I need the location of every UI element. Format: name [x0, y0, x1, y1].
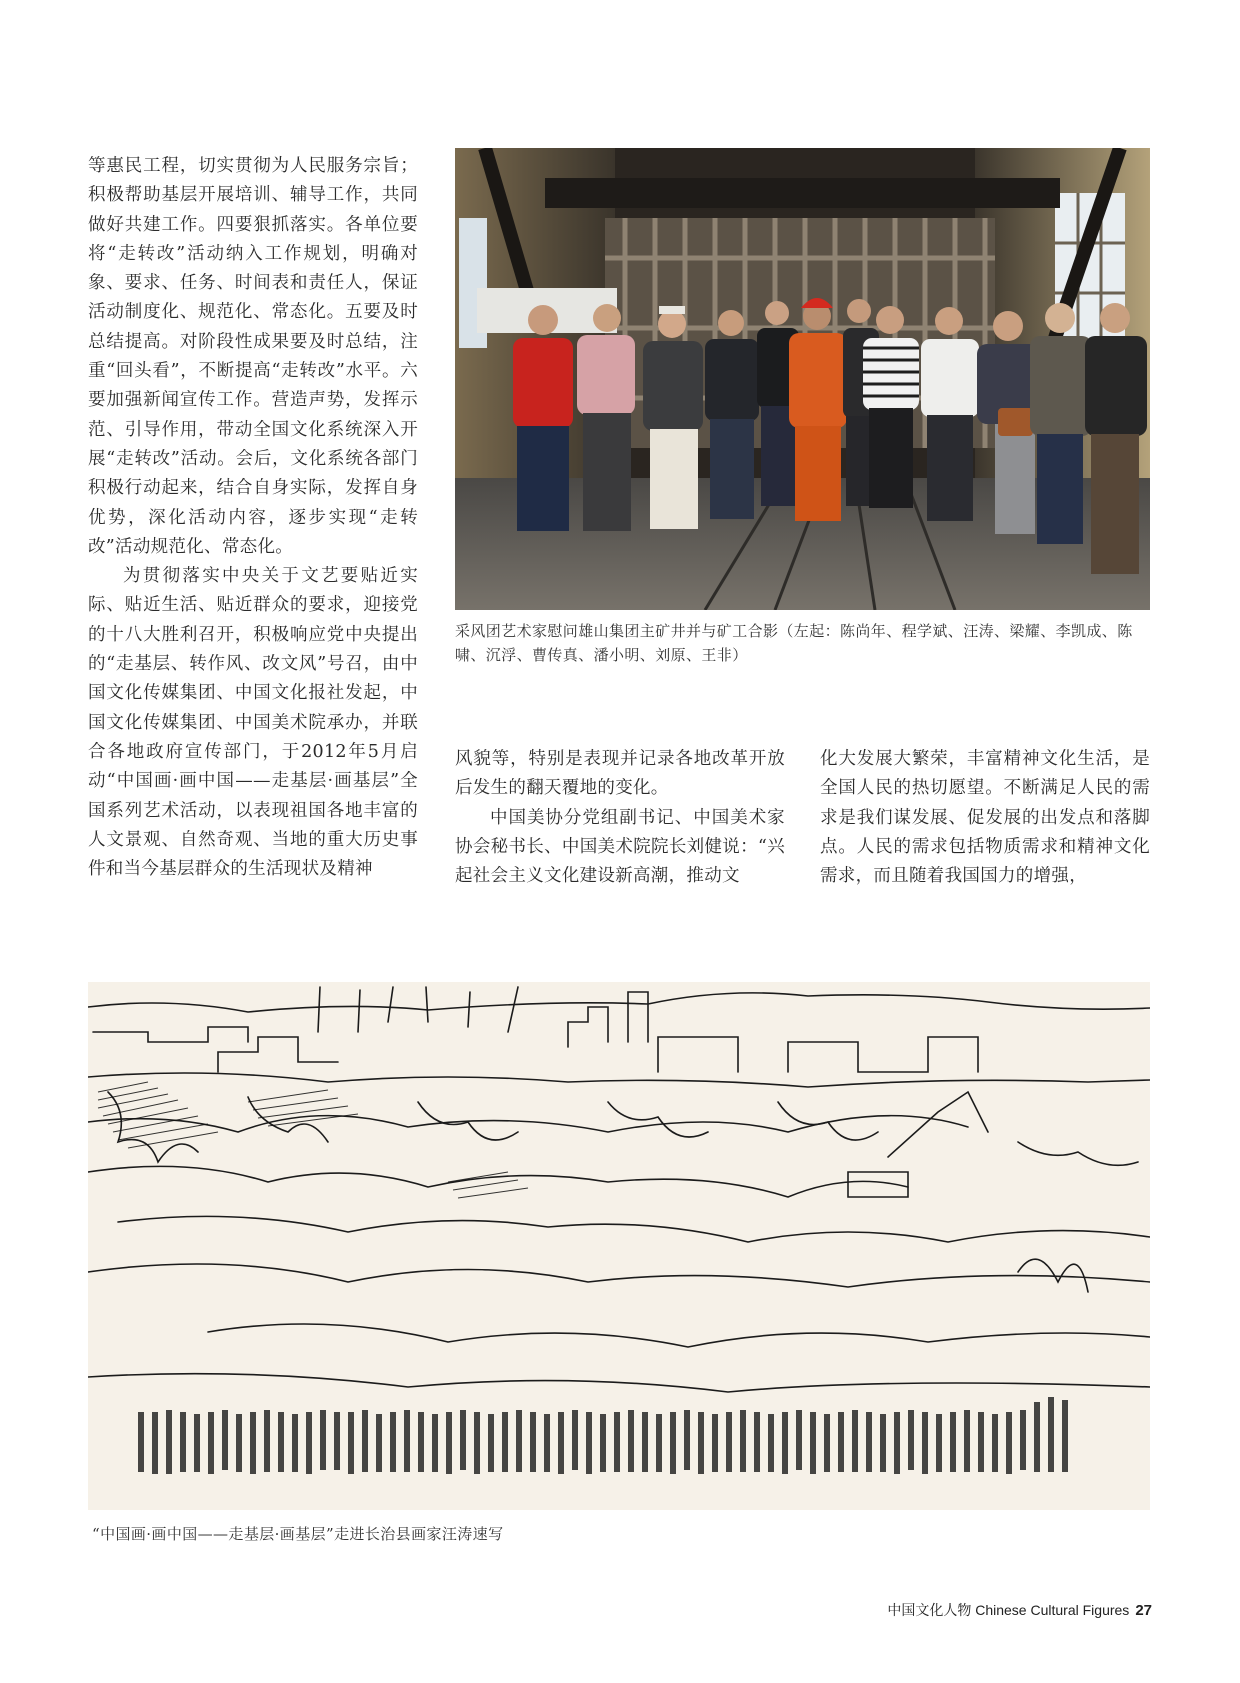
article-column-middle — [455, 745, 785, 891]
article-column-left — [88, 152, 418, 884]
mine-shaft-photo-illustration — [455, 148, 1150, 610]
sketch-caption: “中国画·画中国——走基层·画基层”走进长治县画家汪涛速写 — [92, 1525, 504, 1543]
magazine-name: 中国文化人物 Chinese Cultural Figures — [887, 1602, 1130, 1618]
article-column-right — [820, 745, 1150, 891]
photo-caption: 采风团艺术家慰问雄山集团主矿井并与矿工合影（左起：陈尚年、程学斌、汪涛、梁耀、李凯成、陈啸、沉浮、曹传真、潘小明、刘原、王非） — [455, 622, 1133, 664]
paragraph: 中国美协分党组副书记、中国美术家协会秘书长、中国美术院院长刘健说：“兴起社会主义文化建设新高潮，推动文 — [455, 807, 785, 887]
paragraph: 等惠民工程，切实贯彻为人民服务宗旨；积极帮助基层开展培训、辅导工作，共同做好共建工作。四要狠抓落实。各单位要将“走转改”活动纳入工作规划，明确对象、要求、任务、时间表和责任人，保证活动制度化、规范化、常态化。五要及时总结提高。对阶段性成果要及时总结，注重“回头看”，不断提高“走转改”水平。六要加强新闻宣传工作。营造声势，发挥示范、引导作用，带动全国文化系统深入开展“走转改”活动。会后，文化系统各部门积极行动起来，结合自身实际，发挥自身优势，深化活动内容，逐步实现“走转改”活动规范化、常态化。 — [88, 156, 418, 557]
page-footer — [887, 1600, 1152, 1620]
paragraph: 风貌等，特别是表现并记录各地改革开放后发生的翻天覆地的变化。 — [455, 749, 785, 799]
landscape-sketch-illustration — [88, 982, 1150, 1510]
group-photo — [455, 148, 1150, 610]
paragraph: 为贯彻落实中央关于文艺要贴近实际、贴近生活、贴近群众的要求，迎接党的十八大胜利召开，积极响应党中央提出的“走基层、转作风、改文风”号召，由中国文化传媒集团、中国文化报社发起，中国文化传媒集团、中国美术院承办，并联合各地政府宣传部门，于2012年5月启动“中国画·画中国——走基层·画基层”全国系列艺术活动，以表现祖国各地丰富的人文景观、自然奇观、当地的重大历史事件和当今基层群众的生活现状及精神 — [88, 566, 418, 880]
ink-sketch-artwork — [88, 982, 1150, 1510]
paragraph: 化大发展大繁荣，丰富精神文化生活，是全国人民的热切愿望。不断满足人民的需求是我们谋发展、促发展的出发点和落脚点。人民的需求包括物质需求和精神文化需求，而且随着我国国力的增强， — [820, 749, 1150, 887]
page-number: 27 — [1135, 1602, 1152, 1619]
